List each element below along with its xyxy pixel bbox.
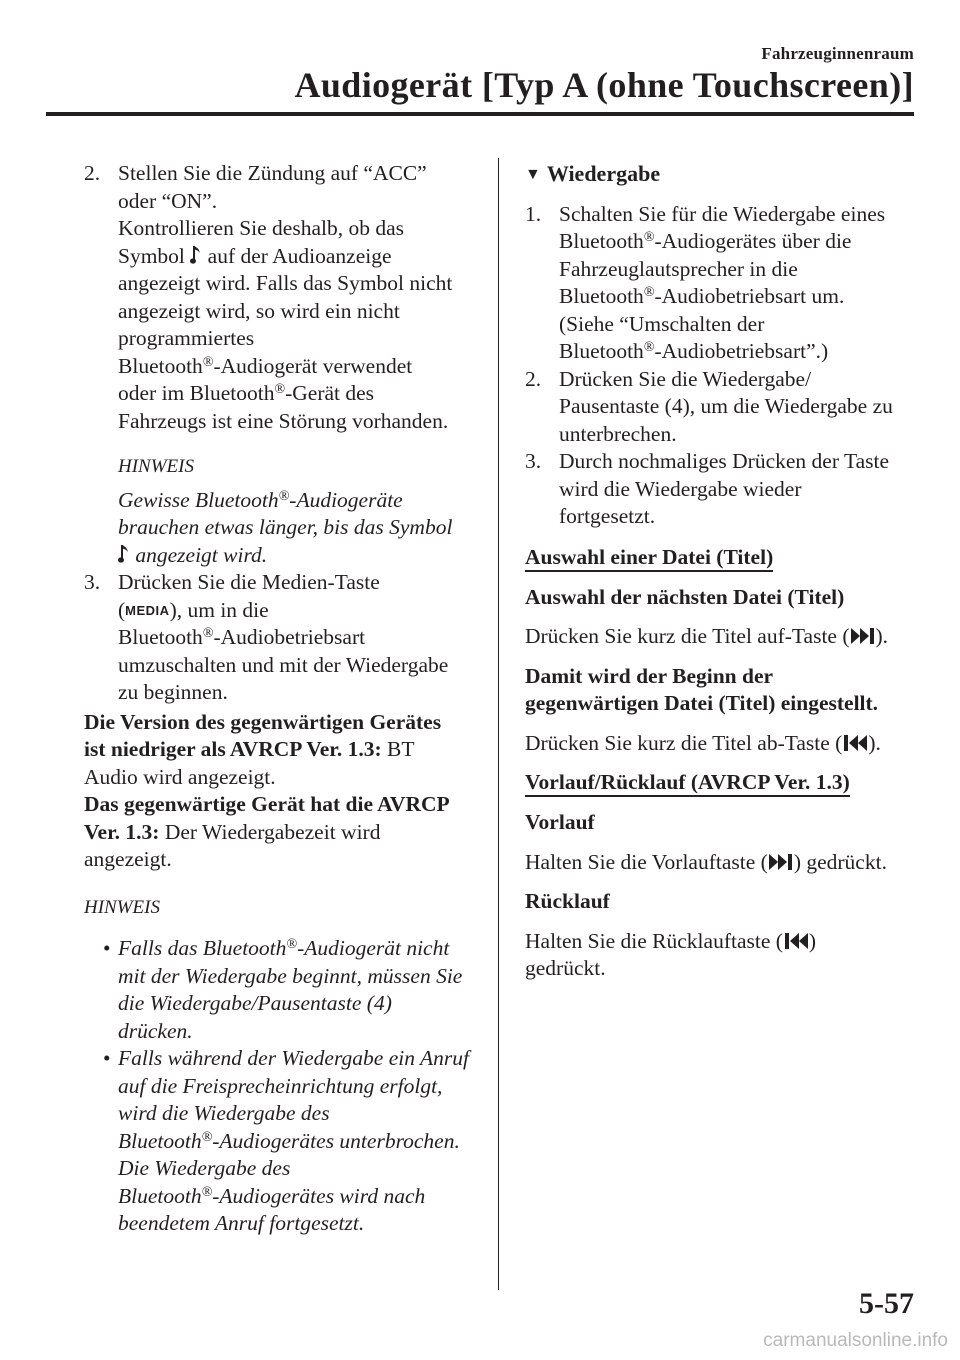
version-low-paragraph [84, 709, 476, 792]
text-line: Pausentaste (4), um die Wiedergabe zu [559, 394, 893, 418]
registered-mark: ® [643, 285, 655, 300]
text-fragment: Symbol [118, 243, 185, 268]
text-fragment: Halten Sie die Rücklauftaste ( [525, 928, 783, 953]
text-line: fortgesetzt. [559, 504, 656, 528]
fast-forward-icon [768, 852, 794, 872]
step-number: 2. [84, 161, 101, 185]
text-line [118, 353, 476, 381]
text-line: Die Version des gegenwärtigen Gerätes [84, 709, 442, 734]
text-line [118, 597, 476, 625]
text-fragment: Bluetooth [118, 1183, 202, 1208]
text-fragment: Bluetooth [118, 625, 203, 649]
bluetooth-audio-note-icon [118, 543, 130, 565]
step-2 [84, 160, 476, 435]
text-line [118, 935, 476, 963]
text-fragment: Gewisse Bluetooth [118, 487, 279, 512]
text-fragment: -Gerät des [285, 381, 375, 405]
text-fragment: Drücken Sie kurz die Titel auf-Taste ( [525, 624, 850, 648]
text-line [118, 624, 476, 652]
text-line [559, 228, 920, 256]
registered-mark: ® [643, 340, 655, 355]
text-fragment: -Audiogerät nicht [297, 936, 450, 960]
text-fragment: Ver. 1.3: [84, 819, 160, 844]
text-line: Drücken Sie die Medien-Taste [118, 570, 380, 594]
subheading-select-file: Auswahl einer Datei (Titel) [525, 545, 773, 572]
text-line: Schalten Sie für die Wiedergabe eines [559, 201, 886, 226]
text-fragment: BT [381, 737, 415, 761]
text-line [118, 487, 476, 515]
paragraph-next-file [525, 623, 920, 651]
text-line [559, 338, 920, 366]
paragraph-rewind [525, 928, 920, 983]
text-line: Fahrzeuglautsprecher in die [559, 256, 798, 281]
text-line: wird die Wiedergabe des [118, 1101, 330, 1125]
section-heading-wiedergabe [525, 160, 920, 189]
text-fragment: ). [875, 624, 889, 648]
bullet-mark: • [103, 936, 111, 960]
text-fragment: ist niedriger als AVRCP Ver. 1.3: [84, 737, 382, 761]
left-column [84, 160, 476, 1238]
bullet-mark: • [103, 1046, 111, 1070]
step-number: 3. [525, 449, 542, 473]
text-line: beendetem Anruf fortgesetzt. [118, 1211, 365, 1235]
text-line: Falls während der Wiedergabe ein Anruf [118, 1046, 469, 1070]
text-fragment: -Audiobetriebsart [213, 625, 366, 649]
text-line: angezeigt. [84, 847, 172, 871]
registered-mark: ® [643, 230, 655, 245]
text-line: angezeigt wird, so wird ein nicht [118, 298, 400, 323]
step-number: 1. [525, 201, 542, 226]
text-fragment: Halten Sie die Vorlauftaste ( [525, 849, 768, 874]
text-fragment: -Audiogerätes über die [654, 229, 852, 253]
header-rule [46, 112, 914, 116]
text-line: die Wiedergabe/Pausentaste (4) [118, 991, 392, 1015]
registered-mark: ® [201, 1184, 213, 1200]
heading-fast-forward: Vorlauf [525, 810, 595, 834]
paragraph-fast-forward [525, 849, 920, 877]
text-line: auf die Freisprecheinrichtung erfolgt, [118, 1073, 443, 1098]
bluetooth-audio-note-icon [190, 244, 202, 266]
text-line: Die Wiedergabe des [118, 1156, 291, 1180]
text-fragment: ). [868, 730, 881, 755]
text-fragment: Der Wiedergabezeit wird [159, 819, 381, 844]
text-fragment: -Audiobetriebsart”.) [654, 339, 829, 363]
text-line: Audio wird angezeigt. [84, 764, 276, 789]
text-line: Drücken Sie die Wiedergabe/ [559, 366, 812, 391]
text-line: oder “ON”. [118, 188, 218, 213]
text-fragment: -Audiogeräte [289, 487, 403, 512]
text-fragment: ( [118, 597, 126, 622]
text-line: angezeigt wird. Falls das Symbol nicht [118, 271, 453, 295]
text-line: Fahrzeugs ist eine Störung vorhanden. [118, 408, 449, 433]
registered-mark: ® [202, 354, 214, 370]
registered-mark: ® [202, 626, 214, 641]
text-line [118, 380, 476, 408]
text-line: unterbrechen. [559, 421, 677, 446]
text-fragment: Bluetooth [559, 229, 644, 253]
track-up-icon [850, 626, 876, 646]
section-heading-text: Wiedergabe [546, 161, 661, 186]
column-divider [498, 158, 499, 1290]
heading-begin-file [525, 663, 920, 718]
step-2-playback [525, 366, 920, 449]
text-line: mit der Wiedergabe beginnt, müssen Sie [118, 963, 463, 988]
text-line: (Siehe “Umschalten der [559, 311, 765, 336]
text-line: drücken. [118, 1018, 193, 1043]
text-line: wird die Wiedergabe wieder [559, 476, 802, 501]
text-line [559, 283, 920, 311]
text-line [525, 928, 920, 956]
text-fragment: auf der Audioanzeige [207, 243, 392, 268]
text-fragment: oder im Bluetooth [118, 381, 275, 405]
text-fragment: -Audiobetriebsart um. [654, 284, 845, 308]
registered-mark: ® [274, 382, 286, 397]
version-13-paragraph [84, 791, 476, 874]
text-line: Stellen Sie die Zündung auf “ACC” [118, 161, 427, 185]
step-number: 3. [84, 570, 101, 594]
note-1 [84, 453, 476, 569]
text-line: zu beginnen. [118, 680, 228, 704]
text-line [84, 819, 476, 847]
text-fragment: Falls das Bluetooth [118, 936, 287, 960]
rewind-icon [783, 931, 809, 951]
note-bullet-2 [100, 1045, 476, 1238]
triangle-marker-icon: ▼ [525, 166, 541, 183]
text-line [118, 1183, 476, 1211]
step-3 [84, 569, 476, 707]
paragraph-prev-file [525, 730, 920, 758]
subheading-fast-forward-rewind: Vorlauf/Rücklauf (AVRCP Ver. 1.3) [525, 770, 850, 797]
note-bullet-1 [100, 935, 476, 1045]
subsection-select [525, 531, 920, 584]
text-fragment: -Audiogerätes wird nach [212, 1183, 426, 1208]
note-text [118, 487, 476, 570]
text-line: Durch nochmaliges Drücken der Taste [559, 449, 890, 473]
right-column [525, 160, 920, 995]
page-title: Audiogerät [Typ A (ohne Touchscreen)] [294, 65, 914, 105]
text-line: Kontrollieren Sie deshalb, ob das [118, 216, 405, 240]
registered-mark: ® [286, 937, 298, 952]
note-2 [84, 894, 476, 1238]
text-line: gedrückt. [525, 956, 606, 980]
heading-next-file: Auswahl der nächsten Datei (Titel) [525, 584, 845, 609]
text-fragment: Bluetooth [118, 1128, 202, 1153]
text-fragment: Bluetooth [559, 284, 644, 308]
text-fragment: ) gedrückt. [793, 849, 887, 874]
heading-rewind: Rücklauf [525, 889, 610, 913]
text-fragment: ) [808, 928, 817, 953]
text-line: brauchen etwas länger, bis das Symbol [118, 515, 453, 539]
text-fragment: angezeigt wird. [135, 542, 268, 567]
text-line: programmiertes [118, 326, 255, 350]
registered-mark: ® [278, 488, 290, 504]
text-line [118, 243, 476, 271]
text-line [84, 736, 476, 764]
text-line: umzuschalten und mit der Wiedergabe [118, 652, 449, 677]
watermark: carmanualsonline.info [763, 1330, 948, 1351]
registered-mark: ® [201, 1129, 213, 1145]
section-header: Fahrzeuginnenraum [761, 44, 914, 63]
note-heading: HINWEIS [118, 456, 194, 477]
page-number: 5-57 [859, 1287, 914, 1320]
text-fragment: Bluetooth [559, 339, 644, 363]
step-3-playback [525, 448, 920, 531]
note-heading: HINWEIS [84, 896, 160, 918]
media-button-icon: MEDIA [125, 602, 170, 618]
step-1 [525, 201, 920, 366]
text-line [118, 542, 476, 570]
text-fragment: Drücken Sie kurz die Titel ab-Taste ( [525, 730, 843, 755]
text-fragment: Bluetooth [118, 353, 203, 378]
step-number: 2. [525, 366, 542, 391]
text-line: Das gegenwärtige Gerät hat die AVRCP [84, 792, 450, 816]
text-line: Damit wird der Beginn der [525, 663, 774, 688]
text-fragment: -Audiogerätes unterbrochen. [212, 1128, 460, 1153]
text-fragment: -Audiogerät verwendet [213, 353, 413, 378]
text-line: gegenwärtigen Datei (Titel) eingestellt. [525, 691, 879, 715]
track-down-icon [842, 733, 868, 753]
text-fragment: ), um in die [169, 597, 269, 622]
subsection-ffrw [525, 769, 920, 809]
text-line [118, 1128, 476, 1156]
